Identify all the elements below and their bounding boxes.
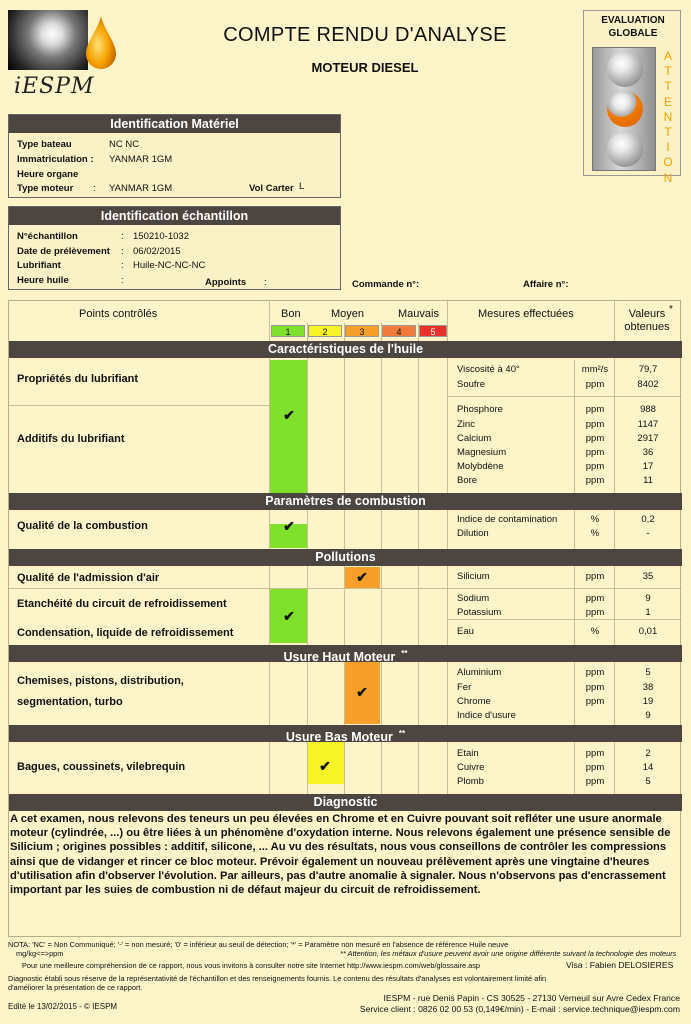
iespm-logo [8, 10, 116, 102]
measure-label: Indice d'usure [457, 710, 516, 721]
check-mark-icon: ✔ [319, 758, 331, 774]
nota-text: NOTA: 'NC' = Non Communiqué; '-' = non mesuré; '0' = inférieur au seuil de détection; '*' = Paramètre non mesuré en l'absence de référence Huile neuve [8, 940, 509, 949]
measure-label: Soufre [457, 379, 485, 390]
num-label: N°échantillon [17, 231, 78, 242]
materiel-heading: Identification Matériel [9, 115, 340, 133]
measure-value: - [646, 528, 650, 539]
echantillon-box: Identification échantillon N°échantillon : 150210-1032 Date de prélèvement : 06/02/2015 Lubrifiant : Huile-NC-NC-NC Heure huile : Appoints : [8, 206, 341, 290]
type-moteur-label: Type moteur [17, 183, 74, 194]
bon-header: Bon [281, 308, 301, 320]
mesures-header: Mesures effectuées [478, 308, 574, 320]
section-combustion: Paramètres de combustion [9, 493, 682, 510]
attention-note: ** Attention, les métaux d'usure peuvent avoir une origine différente suivant la technologie des moteurs [340, 949, 677, 958]
measure-value: 79,7 [638, 364, 658, 375]
measure-value: 36 [642, 447, 654, 458]
vol-carter-label: Vol Carter [249, 183, 294, 194]
check-mark-icon: ✔ [283, 407, 295, 423]
report-subtitle: MOTEUR DIESEL [311, 60, 419, 75]
measure-label: Phosphore [457, 404, 503, 415]
measure-unit: ppm [585, 461, 605, 472]
measure-label: Aluminium [457, 667, 502, 678]
measure-value: 17 [642, 461, 654, 472]
measure-unit: ppm [585, 419, 605, 430]
num-value: 150210-1032 [133, 231, 189, 242]
comprehension-note: Pour une meilleure compréhension de ce rapport, nous vous invitons à consulter notre site Internet http://www.iespm.com/web/glossaire.asp [22, 961, 481, 970]
check-mark-icon: ✔ [356, 684, 368, 700]
date-label: Date de prélèvement [17, 246, 110, 257]
row-segmentation: segmentation, turbo [17, 696, 123, 708]
measure-unit: ppm [585, 667, 605, 678]
measure-value: 0,2 [641, 514, 655, 525]
measure-unit: ppm [585, 475, 605, 486]
measure-label: Sodium [457, 593, 490, 604]
rating-bar [270, 360, 307, 508]
immat-label: Immatriculation : [17, 154, 94, 165]
measure-unit: ppm [585, 762, 605, 773]
check-mark-icon: ✔ [283, 608, 295, 624]
lamp-middle-icon [607, 91, 643, 127]
measure-label: Magnesium [457, 447, 507, 458]
measure-label: Zinc [457, 419, 475, 430]
scale-4: 4 [382, 325, 416, 337]
check-mark-icon: ✔ [283, 518, 295, 534]
status-attention: A T T E N T I O N [663, 49, 673, 185]
measure-label: Calcium [457, 433, 492, 444]
check-mark-icon: ✔ [356, 569, 368, 585]
measure-label: Viscosité à 40° [457, 364, 520, 375]
measure-unit: ppm [585, 776, 605, 787]
moyen-header: Moyen [331, 308, 365, 320]
measure-label: Bore [457, 475, 478, 486]
affaire-label: Affaire n°: [523, 279, 569, 290]
measure-unit: ppm [585, 696, 605, 707]
row-admission: Qualité de l'admission d'air [17, 572, 160, 584]
diagnostic-text: A cet examen, nous relevons des teneurs un peu élevées en Chrome et en Cuivre pouvant soit refléter une usure anormale moteur (cylindrée, ...) ou être liées à un phénomène d'oxydation interne. Nous relevons également une présence sensible de Silicium ; origines possibles : additif, silicone, ... Au vu des résultats, nous vous conseillons de contrôler les compressions ainsi que de vidanger et rincer ce bloc moteur. Prévoir également un nouveau prélèvement après une vingtaine d'heures d'utilisation afin d'observer l'évolution. Par ailleurs, pas d'autre anomalie à signaler. Nous n'observons pas d'encrassement important par les suies de combustion ni de défaut majeur du circuit de refroidissement. [10, 813, 671, 897]
measure-unit: % [590, 626, 600, 637]
mauvais-header: Mauvais [398, 308, 439, 320]
measure-value: 19 [642, 696, 654, 707]
report-title: COMPTE RENDU D'ANALYSE [223, 24, 507, 46]
lub-value: Huile-NC-NC-NC [133, 260, 206, 271]
measure-label: Plomb [457, 776, 484, 787]
measure-label: Indice de contamination [457, 514, 558, 525]
appoints-label: Appoints [205, 277, 247, 288]
points-header: Points contrôlés [79, 308, 158, 320]
echantillon-heading: Identification échantillon [9, 207, 340, 225]
measure-value: 988 [640, 404, 656, 415]
section-usure-haut: Usure Haut Moteur ** [9, 645, 682, 662]
measure-label: Etain [457, 748, 479, 759]
measure-unit: ppm [585, 433, 605, 444]
measure-unit: % [590, 514, 600, 525]
measure-label: Eau [457, 626, 474, 637]
visa-text: Visa : Fabien DELOSIERES [566, 960, 674, 970]
measure-label: Fer [457, 682, 472, 693]
row-additifs: Additifs du lubrifiant [17, 433, 125, 445]
materiel-box: Identification Matériel Type bateau NC NC Immatriculation : YANMAR 1GM Heure organe Type moteur : YANMAR 1GM Vol Carter L [8, 114, 341, 198]
section-caracteristiques: Caractéristiques de l'huile [9, 341, 682, 358]
type-bateau-value: NC NC [109, 139, 140, 150]
measure-unit: ppm [585, 404, 605, 415]
commande-label: Commande n°: [352, 279, 420, 290]
measure-value: 38 [642, 682, 654, 693]
measure-label: Molybdène [457, 461, 504, 472]
measure-value: 0,01 [638, 626, 658, 637]
lamp-top-icon [607, 51, 643, 87]
section-pollutions: Pollutions [9, 549, 682, 566]
measure-unit: ppm [585, 379, 605, 390]
reserve-text-2: d'améliorer la présentation de ce rapport. [8, 983, 143, 992]
oil-drop-icon [84, 16, 118, 70]
row-proprietes: Propriétés du lubrifiant [17, 373, 139, 385]
edited-date: Edité le 13/02/2015 - © IESPM [8, 1002, 118, 1011]
brand-name: iESPM [14, 74, 95, 99]
measure-label: Chrome [457, 696, 491, 707]
measure-value: 11 [643, 475, 653, 486]
address-text: IESPM - rue Denis Papin - CS 30525 - 27130 Verneuil sur Avre Cedex France [383, 993, 680, 1003]
traffic-light [592, 47, 656, 171]
measure-value: 5 [645, 776, 651, 787]
measure-unit: mm²/s [581, 364, 609, 375]
measure-unit: ppm [585, 682, 605, 693]
section-diagnostic: Diagnostic [9, 794, 682, 811]
measure-unit: ppm [585, 447, 605, 458]
row-combustion: Qualité de la combustion [17, 520, 148, 532]
lub-label: Lubrifiant [17, 260, 61, 271]
measure-unit: % [590, 528, 600, 539]
measure-value: 1147 [637, 419, 659, 430]
scale-2: 2 [308, 325, 342, 337]
immat-value: YANMAR 1GM [109, 154, 173, 165]
measure-unit: ppm [585, 607, 605, 618]
row-chemises: Chemises, pistons, distribution, [17, 675, 184, 687]
type-bateau-label: Type bateau [17, 139, 72, 150]
reserve-text: Diagnostic établi sous réserve de la représentativité de l'échantillon et des renseignements fournis. Le contenu des résultats d'analyses est volontairement limité afin [8, 974, 547, 983]
logo-sphere [8, 10, 88, 70]
measure-value: 2 [645, 748, 651, 759]
measure-value: 8402 [637, 379, 659, 390]
evaluation-panel [583, 10, 681, 185]
scale-5: 5 [419, 325, 447, 337]
scale-1: 1 [271, 325, 305, 337]
measure-value: 14 [642, 762, 654, 773]
row-bagues: Bagues, coussinets, vilebrequin [17, 761, 186, 773]
vol-carter-unit: L [299, 181, 305, 192]
measure-label: Potassium [457, 607, 502, 618]
date-value: 06/02/2015 [133, 246, 181, 257]
measure-value: 9 [645, 593, 651, 604]
lamp-bottom-icon [607, 131, 643, 167]
measure-value: 2917 [637, 433, 659, 444]
row-condensation: Condensation, liquide de refroidissement [17, 627, 234, 639]
heure-huile-label: Heure huile [17, 275, 69, 286]
mgkg-text: mg/kg<=>ppm [16, 949, 64, 958]
measure-unit: ppm [585, 593, 605, 604]
valeurs-mark: * [669, 304, 673, 315]
row-etancheite: Etanchéité du circuit de refroidissement [17, 598, 227, 610]
measure-value: 1 [645, 607, 651, 618]
heure-organe-label: Heure organe [17, 169, 79, 180]
measure-label: Silicium [457, 571, 490, 582]
evaluation-title: EVALUATION GLOBALE [601, 15, 665, 39]
measure-value: 5 [645, 667, 651, 678]
measure-value: 9 [645, 710, 651, 721]
contact-text: Service client : 0826 02 00 53 (0,149€/min) - E-mail : service.technique@iespm.com [359, 1004, 680, 1014]
measure-label: Dilution [457, 528, 489, 539]
measure-unit: ppm [585, 571, 605, 582]
section-usure-bas: Usure Bas Moteur ** [9, 725, 682, 742]
scale-3: 3 [345, 325, 379, 337]
type-moteur-value: YANMAR 1GM [109, 183, 173, 194]
valeurs-header: Valeurs obtenues [624, 308, 670, 333]
measure-value: 35 [642, 571, 654, 582]
measure-unit: ppm [585, 748, 605, 759]
measure-label: Cuivre [457, 762, 485, 773]
